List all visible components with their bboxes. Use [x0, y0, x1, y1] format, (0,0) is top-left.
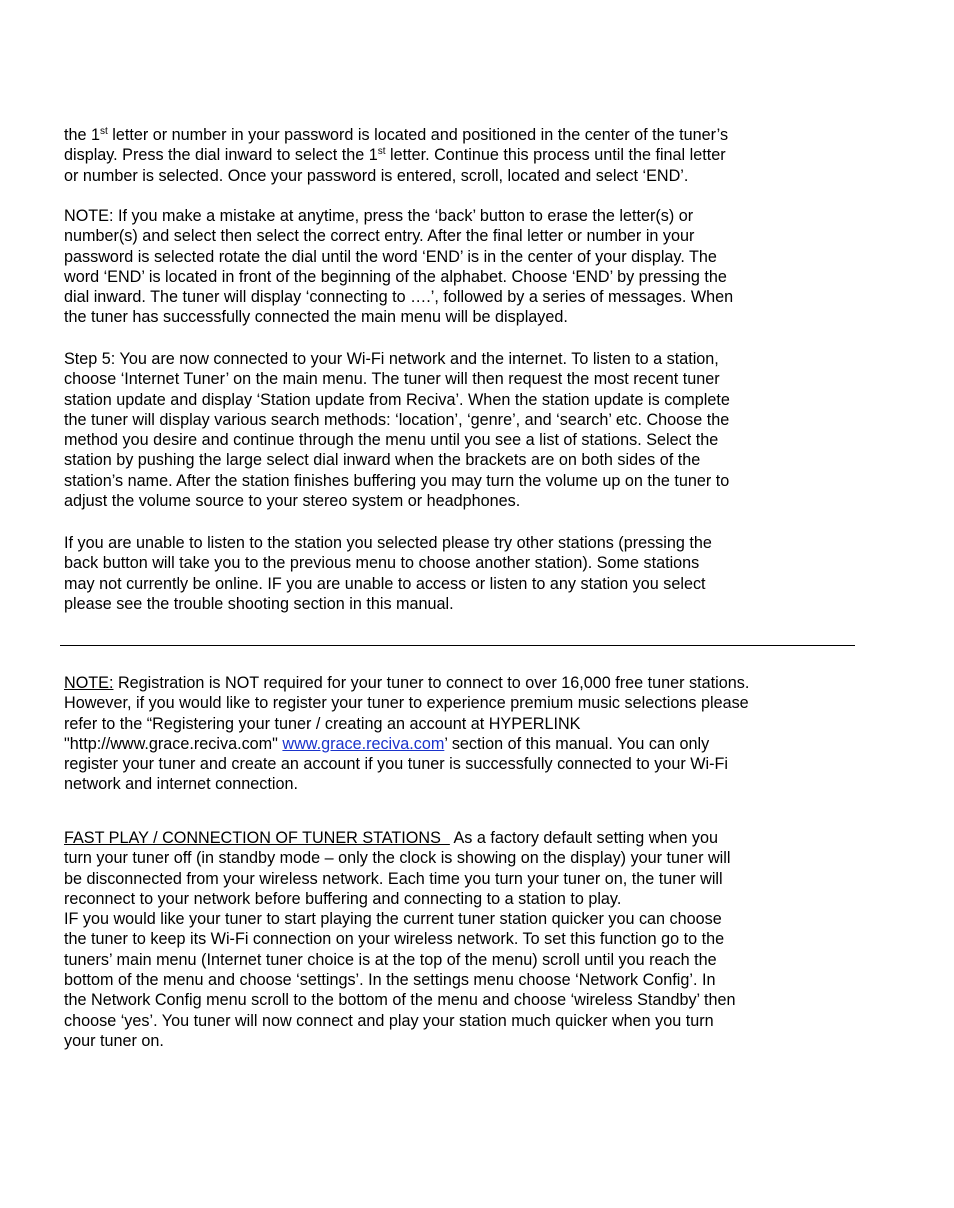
paragraph-line	[64, 734, 854, 754]
paragraph-line: If you are unable to listen to the station you selected please try other stations (pressing the	[64, 534, 712, 552]
paragraph-line: tuners’ main menu (Internet tuner choice is at the top of the menu) scroll until you reach the	[64, 950, 717, 969]
text-fragment: display. Press the dial inward to select the 1	[64, 146, 378, 165]
paragraph-line: network and internet connection.	[64, 775, 298, 794]
text-fragment: ’ section of this manual. You can only	[444, 734, 710, 753]
paragraph-line: station by pushing the large select dial inward when the brackets are on both sides of the	[64, 451, 701, 470]
paragraph-line: station’s name. After the station finishes buffering you may turn the volume up on the tuner to	[64, 471, 730, 490]
paragraph-line: bottom of the menu and choose ‘settings’. In the settings menu choose ‘Network Config’. In	[64, 971, 716, 990]
paragraph-line	[64, 125, 854, 145]
superscript: st	[100, 126, 108, 137]
paragraph-line: password is selected rotate the dial until the word ‘END’ is in the center of your display. The	[64, 247, 717, 266]
text-fragment: "http://www.grace.reciva.com"	[64, 734, 283, 753]
paragraph-line	[64, 349, 854, 369]
paragraph-line: please see the trouble shooting section in this manual.	[64, 594, 454, 613]
reciva-website-link[interactable]: www.grace.reciva.com	[282, 734, 445, 753]
paragraph-line	[64, 828, 854, 848]
paragraph-line: method you desire and continue through the menu until you see a list of stations. Select the	[64, 431, 719, 450]
paragraph-line	[64, 673, 854, 693]
paragraph-line: IF you would like your tuner to start playing the current tuner station quicker you can choose	[64, 910, 722, 929]
paragraph-line: dial inward. The tuner will display ‘connecting to ….’, followed by a series of messages. When	[64, 288, 734, 307]
paragraph-line: choose ‘yes’. You tuner will now connect and play your station much quicker when you turn	[64, 1011, 714, 1030]
paragraph-line: turn your tuner off (in standby mode – only the clock is showing on the display) your tuner will	[64, 849, 731, 868]
paragraph-line: the tuner has successfully connected the main menu will be displayed.	[64, 308, 568, 327]
paragraph-line: station update and display ‘Station update from Reciva’. When the station update is complete	[64, 390, 730, 409]
text-fragment: As a factory default setting when you	[449, 829, 719, 847]
mistake-note-paragraph	[64, 206, 854, 328]
registration-note-paragraph	[64, 673, 854, 795]
paragraph-line: or number is selected. Once your password is entered, scroll, located and select ‘END’.	[64, 166, 689, 185]
troubleshooting-paragraph	[64, 533, 854, 614]
paragraph-line: the tuner will display various search methods: ‘location’, ‘genre’, and ‘search’ etc. Choose the	[64, 410, 730, 429]
paragraph-line: may not currently be online. IF you are unable to access or listen to any station you select	[64, 574, 706, 593]
superscript: st	[377, 146, 386, 158]
section-heading: FAST PLAY / CONNECTION OF TUNER STATIONS	[64, 829, 450, 847]
paragraph-line: the Network Config menu scroll to the bottom of the menu and choose ‘wireless Standby’ then	[64, 991, 736, 1010]
paragraph-line: your tuner on.	[64, 1031, 164, 1050]
paragraph-line: NOTE: If you make a mistake at anytime, press the ‘back’ button to erase the letter(s) or	[64, 207, 694, 225]
paragraph-line	[64, 145, 854, 165]
paragraph-line: choose ‘Internet Tuner’ on the main menu. The tuner will then request the most recent tuner	[64, 370, 720, 389]
paragraph-line: word ‘END’ is located in front of the beginning of the alphabet. Choose ‘END’ by pressing the	[64, 267, 727, 286]
paragraph-line: However, if you would like to register your tuner to experience premium music selections please	[64, 694, 749, 713]
paragraph-line: back button will take you to the previous menu to choose another station). Some stations	[64, 554, 700, 573]
password-entry-paragraph	[64, 125, 854, 186]
text-fragment: letter. Continue this process until the final letter	[385, 146, 726, 165]
text-fragment: Registration is NOT required for your tuner to connect to over 16,000 free tuner stations.	[113, 674, 750, 692]
paragraph-line: adjust the volume source to your stereo system or headphones.	[64, 492, 521, 511]
paragraph-line: number(s) and select then select the correct entry. After the final letter or number in your	[64, 227, 695, 246]
text-fragment: letter or number in your password is located and positioned in the center of the tuner’s	[107, 126, 729, 144]
step-5-paragraph	[64, 349, 854, 511]
paragraph-line: be disconnected from your wireless network. Each time you turn your tuner on, the tuner will	[64, 869, 723, 888]
section-divider	[60, 645, 855, 646]
paragraph-line: refer to the “Registering your tuner / creating an account at HYPERLINK	[64, 714, 581, 733]
text-fragment: the 1	[64, 126, 101, 144]
paragraph-line: the tuner to keep its Wi-Fi connection on your wireless network. To set this function go to the	[64, 930, 725, 949]
paragraph-line: register your tuner and create an account if you tuner is successfully connected to your Wi-Fi	[64, 755, 729, 774]
text-fragment: You are now connected to your Wi-Fi network and the internet. To listen to a station,	[115, 350, 719, 368]
step-label: Step 5:	[64, 350, 116, 368]
paragraph-line: reconnect to your network before buffering and connecting to a station to play.	[64, 889, 622, 908]
note-label: NOTE:	[64, 674, 114, 692]
fast-play-paragraph	[64, 828, 854, 1051]
